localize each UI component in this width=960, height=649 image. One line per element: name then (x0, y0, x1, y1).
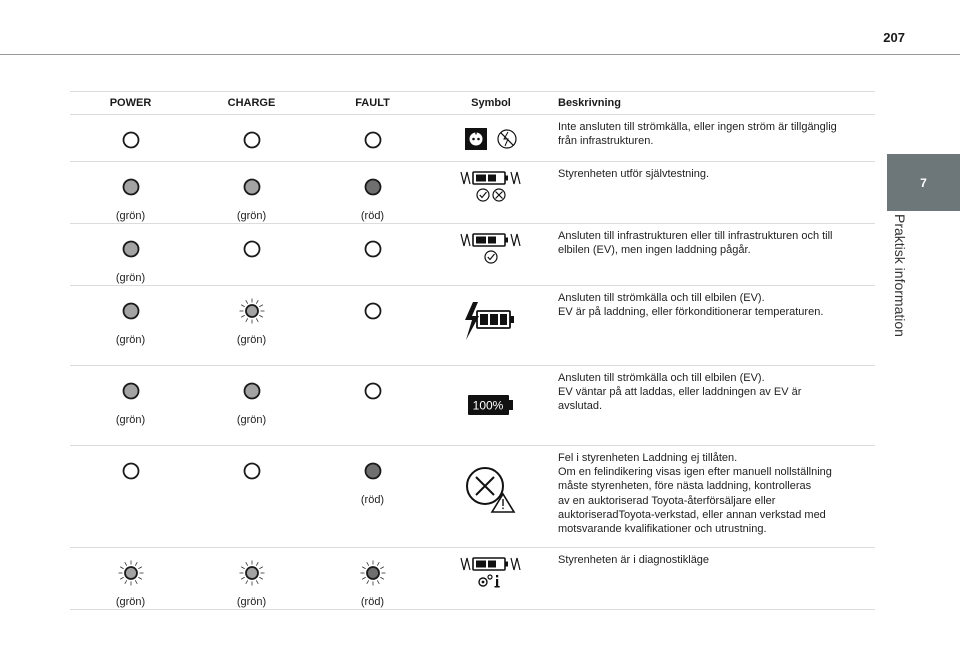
chapter-title: Praktisk information (892, 214, 908, 337)
led-off-icon (118, 458, 144, 484)
description-line: Fel i styrenheten Laddning ej tillåten. (558, 452, 738, 464)
fault-cell (312, 446, 433, 548)
power-cell (70, 162, 191, 224)
table-row (70, 446, 875, 548)
description-line: Styrenheten är i diagnostikläge (558, 554, 710, 566)
battery-percent-text: 100% (472, 398, 504, 413)
charge-cell (191, 286, 312, 366)
table-header-row (70, 92, 875, 115)
description-line: Ansluten till strömkälla och till elbilen (EV). (558, 372, 765, 384)
description-line: Om en felindikering visas igen efter manuell nollställning (558, 466, 832, 479)
battery-charging-icon (461, 300, 521, 342)
charge-cell (191, 224, 312, 286)
fault-cell (312, 224, 433, 286)
chapter-title-container (888, 214, 910, 364)
led-blinking-icon (239, 298, 265, 324)
battery-full-icon (466, 394, 516, 416)
led-blinking-icon (239, 560, 265, 586)
header-description: Beskrivning (549, 92, 875, 115)
table-row (70, 162, 875, 224)
symbol-cell (433, 286, 549, 366)
page-number: 207 (883, 30, 905, 45)
description-line: EV är på laddning, eller förkonditionerar temperaturen. (558, 306, 824, 319)
power-cell (70, 224, 191, 286)
fault-cell (312, 115, 433, 162)
description-line: avslutad. (558, 400, 603, 413)
led-on-icon (118, 378, 144, 404)
led-color-label: (grön) (115, 414, 146, 426)
led-color-label: (röd) (360, 596, 385, 608)
led-off-icon (360, 236, 386, 262)
description-cell (549, 548, 875, 610)
led-color-label: (röd) (360, 494, 385, 506)
led-color-label: (grön) (115, 272, 146, 284)
table-row (70, 115, 875, 162)
led-on-icon (239, 378, 265, 404)
fault-cell (312, 286, 433, 366)
description-line: Styrenheten utför självtestning. (558, 168, 710, 180)
table-row (70, 286, 875, 366)
table-row (70, 548, 875, 610)
led-on-icon (118, 236, 144, 262)
led-on-icon (118, 174, 144, 200)
led-color-label: (röd) (360, 210, 385, 222)
description-line: EV väntar på att laddas, eller laddningen av EV är (558, 386, 802, 399)
header-symbol: Symbol (433, 92, 549, 115)
symbol-cell (433, 224, 549, 286)
fault-cell (312, 162, 433, 224)
description-cell (549, 366, 875, 446)
led-off-icon (239, 458, 265, 484)
description-cell (549, 162, 875, 224)
description-cell (549, 115, 875, 162)
led-color-label: (grön) (115, 210, 146, 222)
fault-cell (312, 366, 433, 446)
led-off-icon (360, 127, 386, 153)
charge-cell (191, 115, 312, 162)
description-cell (549, 286, 875, 366)
charge-cell (191, 162, 312, 224)
description-line: från infrastrukturen. (558, 135, 654, 148)
connected-idle-icon (459, 232, 523, 266)
description-line: auktoriseradToyota-verkstad, eller annan verkstad med (558, 508, 826, 521)
led-on-icon (118, 298, 144, 324)
symbol-cell (433, 548, 549, 610)
self-test-icon (459, 170, 523, 204)
fault-warning-icon (463, 464, 519, 514)
led-color-label: (grön) (236, 210, 267, 222)
led-color-label: (grön) (115, 596, 146, 608)
led-on-icon (239, 174, 265, 200)
description-line: måste styrenheten, före nästa laddning, kontrolleras (558, 480, 812, 493)
led-off-icon (239, 236, 265, 262)
description-line: av en auktoriserad Toyota-återförsäljare eller (558, 494, 776, 507)
chapter-tab[interactable]: 7 (887, 154, 960, 211)
header-charge: CHARGE (191, 92, 312, 115)
led-on-icon (360, 174, 386, 200)
power-cell (70, 548, 191, 610)
description-cell (549, 446, 875, 548)
led-color-label: (grön) (236, 414, 267, 426)
led-on-icon (360, 458, 386, 484)
charge-cell (191, 366, 312, 446)
description-line: motsvarande kvalifikationer och utrustning. (558, 523, 767, 536)
led-blinking-icon (360, 560, 386, 586)
table-row (70, 224, 875, 286)
symbol-cell (433, 115, 549, 162)
power-cell (70, 446, 191, 548)
led-status-table (70, 91, 875, 610)
symbol-cell (433, 446, 549, 548)
charge-cell (191, 446, 312, 548)
led-color-label: (grön) (115, 334, 146, 346)
led-color-label: (grön) (236, 334, 267, 346)
power-cell (70, 366, 191, 446)
description-cell (549, 224, 875, 286)
power-cell (70, 115, 191, 162)
description-line: Ansluten till strömkälla och till elbilen (EV). (558, 292, 765, 304)
charge-cell (191, 548, 312, 610)
power-cell (70, 286, 191, 366)
description-line: elbilen (EV), men ingen laddning pågår. (558, 244, 751, 257)
fault-cell (312, 548, 433, 610)
led-blinking-icon (118, 560, 144, 586)
description-line: Inte ansluten till strömkälla, eller ingen ström är tillgänglig (558, 121, 837, 133)
plug-no-power-icon (461, 127, 521, 153)
led-off-icon (360, 378, 386, 404)
header-rule (0, 54, 960, 55)
description-line: Ansluten till infrastrukturen eller till infrastrukturen och till (558, 230, 833, 242)
table-row (70, 366, 875, 446)
symbol-cell (433, 366, 549, 446)
header-power: POWER (70, 92, 191, 115)
symbol-cell (433, 162, 549, 224)
header-fault: FAULT (312, 92, 433, 115)
led-off-icon (360, 298, 386, 324)
led-off-icon (118, 127, 144, 153)
led-color-label: (grön) (236, 596, 267, 608)
diagnostic-mode-icon (459, 556, 523, 590)
led-off-icon (239, 127, 265, 153)
